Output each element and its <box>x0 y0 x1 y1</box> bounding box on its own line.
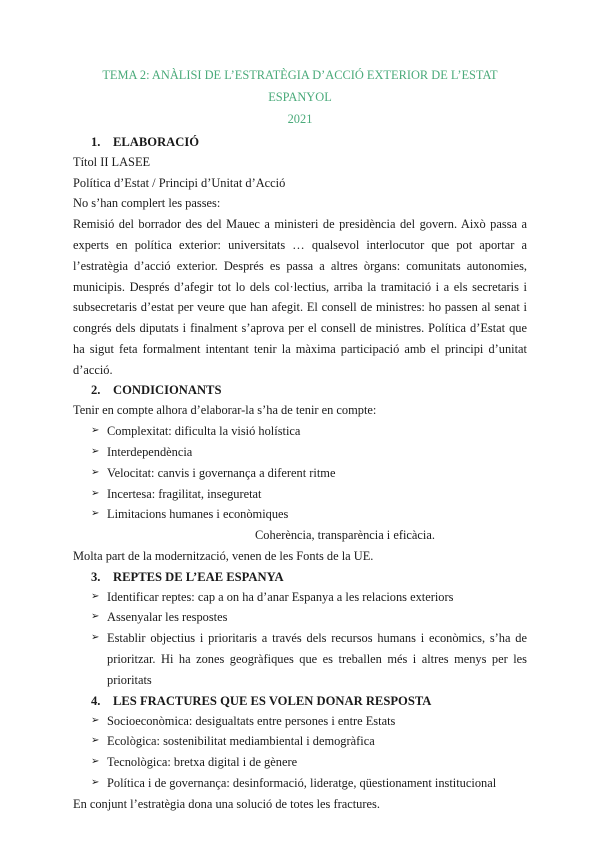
arrow-bullet-icon: ➢ <box>91 735 100 747</box>
list-item <box>73 442 527 463</box>
title-line-2: 2021 <box>287 112 313 126</box>
section-2-title: CONDICIONANTS <box>113 383 222 398</box>
section-2-bullet-list <box>73 421 527 525</box>
list-item-text: Identificar reptes: cap a on ha d’anar Espanya a les relacions exteriors <box>107 589 454 604</box>
section-1-heading <box>73 132 527 152</box>
list-item-text: Velocitat: canvis i governança a diferent ritme <box>107 465 336 480</box>
list-item <box>73 773 527 794</box>
section-4-number: 4. <box>91 693 101 708</box>
arrow-bullet-icon: ➢ <box>91 714 100 726</box>
list-item-text: Establir objectius i prioritaris a través dels recursos humans i econòmics, s’ha de prioritzar. Hi ha zones geogràfiques que es treballen més i altres menys per les prioritats <box>107 631 527 687</box>
arrow-bullet-icon: ➢ <box>91 756 100 768</box>
section-2-heading <box>73 380 527 400</box>
list-item-text: Ecològica: sostenibilitat mediambiental i demogràfica <box>107 734 375 749</box>
arrow-bullet-icon: ➢ <box>91 632 100 644</box>
list-item-text: Tecnològica: bretxa digital i de gènere <box>107 755 298 770</box>
section-3-number: 3. <box>91 569 101 584</box>
arrow-bullet-icon: ➢ <box>91 777 100 789</box>
list-item-text: Política i de governança: desinformació, lideratge, qüestionament institucional <box>107 776 497 791</box>
section-1-paragraph: Remisió del borrador des del Mauec a ministeri de presidència del govern. Això passa a experts en política exterior: universitats … qualsevol interlocutor que pot aportar a l’estratègia d’acció exterior. Després es passa a altres òrgans: comunitats autonomies, municipis. Després d’afegir tot lo dels col·lectius, arriba la tramitació i a els secretaris i subsecretaris d’estat per veure que han afegit. El consell de ministres: ho passen al senat i congrés dels diputats i finalment s’aprova per el consell de ministres. Política d’Estat que ha sigut feta formalment intentant tenir la màxima participació amb el principi d’unitat d’acció. <box>73 217 527 377</box>
list-item-text: Limitacions humanes i econòmiques <box>107 507 289 522</box>
section-4-closing: En conjunt l’estratègia dona una solució de totes les fractures. <box>73 796 380 811</box>
arrow-bullet-icon: ➢ <box>91 590 100 602</box>
section-2-closing: Molta part de la modernització, venen de les Fonts de la UE. <box>73 548 374 563</box>
list-item <box>73 628 527 690</box>
list-item <box>73 587 527 608</box>
section-3-heading <box>73 567 527 587</box>
list-item-text: Assenyalar les respostes <box>107 610 228 625</box>
arrow-bullet-icon: ➢ <box>91 425 100 437</box>
section-3-bullet-list <box>73 587 527 691</box>
list-item-text: Incertesa: fragilitat, inseguretat <box>107 486 262 501</box>
arrow-bullet-icon: ➢ <box>91 508 100 520</box>
arrow-bullet-icon: ➢ <box>91 487 100 499</box>
section-2-centered-note: Coherència, transparència i eficàcia. <box>255 528 435 543</box>
section-1-line-3: No s’han complert les passes: <box>73 196 221 211</box>
section-1-line-1: Títol II LASEE <box>73 155 151 169</box>
list-item-text: Complexitat: dificulta la visió holística <box>107 424 301 439</box>
section-4-bullet-list <box>73 711 527 794</box>
section-1-line-2: Política d’Estat / Principi d’Unitat d’Acció <box>73 175 286 190</box>
list-item-text: Interdependència <box>107 444 193 459</box>
section-4-heading <box>73 691 527 711</box>
list-item <box>73 504 527 525</box>
document-title <box>73 64 527 130</box>
title-line-1: TEMA 2: ANÀLISI DE L’ESTRATÈGIA D’ACCIÓ EXTERIOR DE L’ESTAT ESPANYOL <box>102 68 498 104</box>
list-item-text: Socioeconòmica: desigualtats entre persones i entre Estats <box>107 713 396 728</box>
list-item <box>73 421 527 442</box>
list-item <box>73 731 527 752</box>
list-item <box>73 484 527 505</box>
list-item <box>73 463 527 484</box>
section-2-number: 2. <box>91 383 101 398</box>
arrow-bullet-icon: ➢ <box>91 466 100 478</box>
list-item <box>73 752 527 773</box>
list-item <box>73 711 527 732</box>
section-1-number: 1. <box>91 135 101 149</box>
list-item <box>73 607 527 628</box>
section-1-title: ELABORACIÓ <box>113 135 200 149</box>
document-page <box>73 64 527 815</box>
section-2-intro: Tenir en compte alhora d’elaborar-la s’ha de tenir en compte: <box>73 403 377 418</box>
arrow-bullet-icon: ➢ <box>91 611 100 623</box>
section-3-title: REPTES DE L’EAE ESPANYA <box>113 569 284 584</box>
section-4-title: LES FRACTURES QUE ES VOLEN DONAR RESPOSTA <box>113 693 432 708</box>
arrow-bullet-icon: ➢ <box>91 445 100 457</box>
